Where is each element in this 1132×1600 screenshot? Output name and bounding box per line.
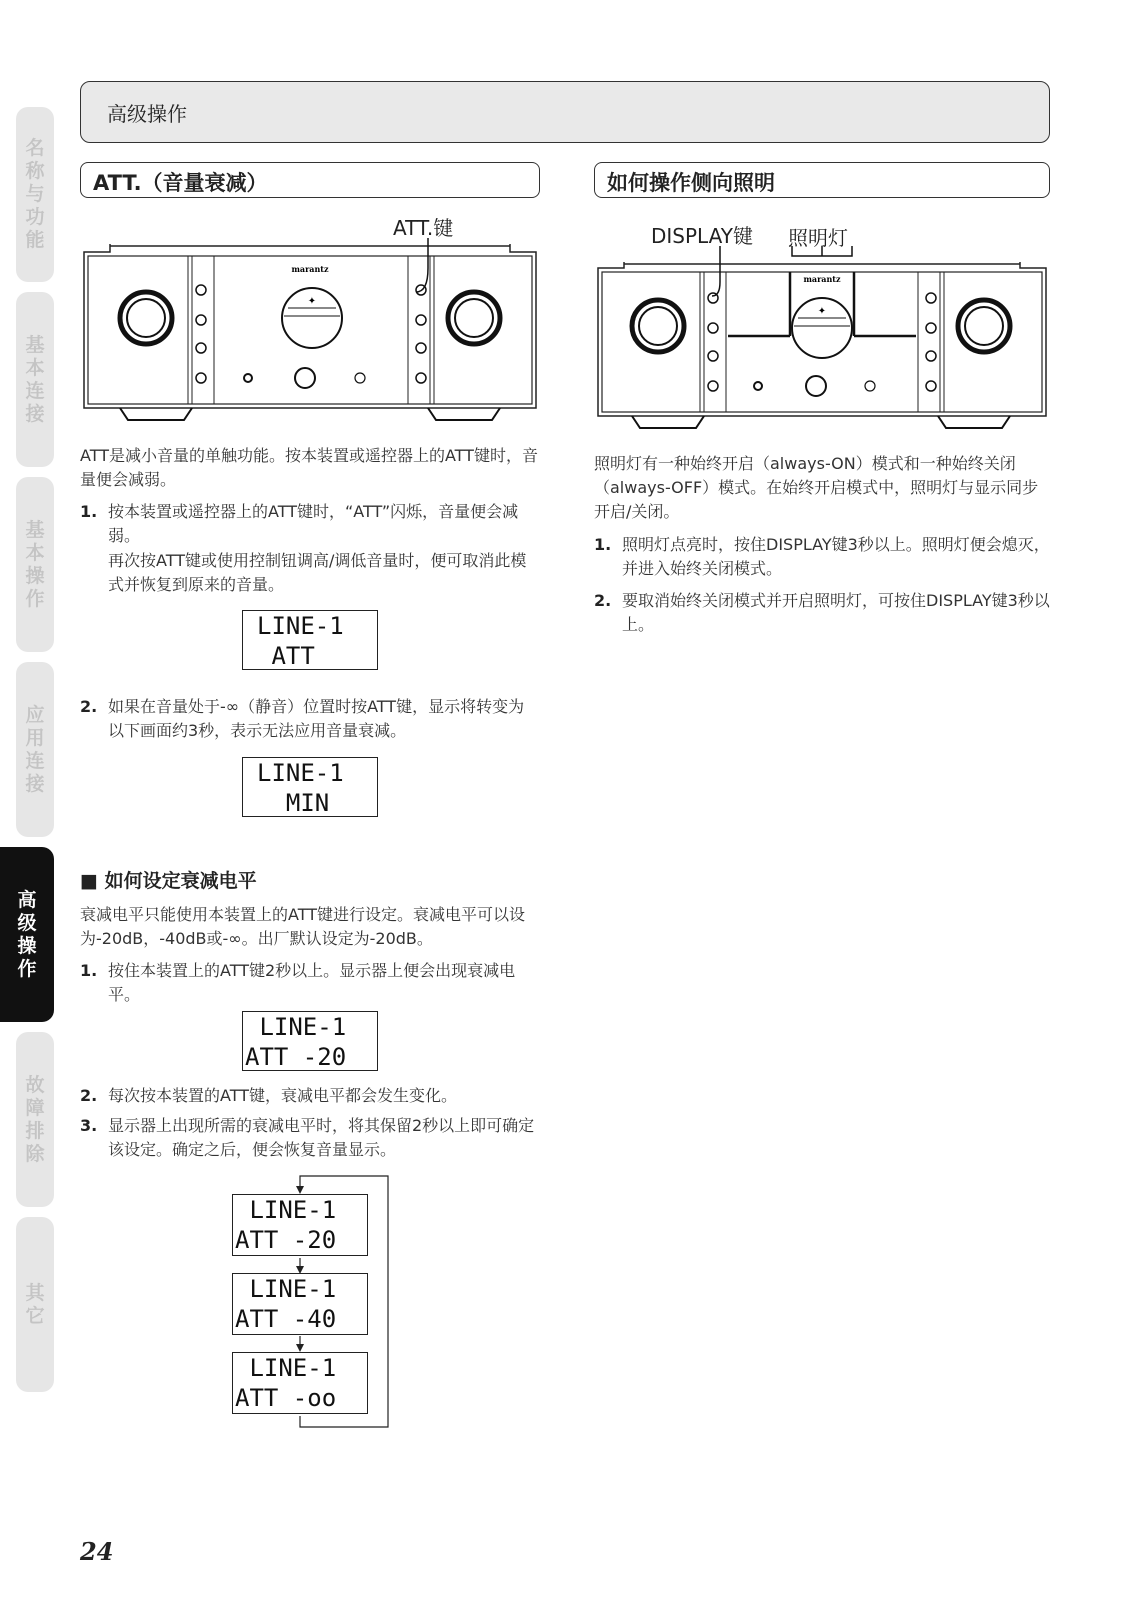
lcd-line: LINE-1	[235, 1196, 337, 1224]
lcd-line: LINE-1	[235, 1275, 337, 1303]
section-header-att	[80, 162, 540, 198]
attenuation-intro: 衰减电平只能使用本装置上的ATT键进行设定。衰减电平可以设为-20dB，-40dB或-∞。出厂默认设定为-20dB。	[80, 905, 525, 948]
side-tab-names-functions[interactable]	[16, 107, 54, 282]
step-number: 1.	[594, 535, 612, 554]
attenuation-step1-text: 按住本装置上的ATT键2秒以上。显示器上便会出现衰减电平。	[108, 961, 516, 1004]
step-number: 1.	[80, 502, 98, 521]
lighting-step2-text: 要取消始终关闭模式并开启照明灯，可按住DISPLAY键3秒以上。	[622, 591, 1050, 634]
side-tab-advanced-operation[interactable]	[0, 847, 54, 1022]
side-tab-basic-operation[interactable]	[16, 477, 54, 652]
step-number: 3.	[80, 1116, 98, 1135]
side-tab-label: 故障排除	[25, 1073, 45, 1165]
lcd-line: ATT -20	[235, 1226, 337, 1254]
step-number: 2.	[80, 1086, 98, 1105]
side-tab-others[interactable]	[16, 1217, 54, 1392]
page-header	[80, 81, 1050, 143]
attenuation-step3-text: 显示器上出现所需的衰减电平时，将其保留2秒以上即可确定该设定。确定之后，便会恢复音量显示。	[108, 1116, 535, 1159]
lcd-cycle-att-40	[232, 1273, 368, 1335]
display-key-callout: DISPLAY键	[651, 224, 754, 248]
svg-text:✦: ✦	[307, 296, 317, 307]
side-tab-label: 高级操作	[17, 888, 37, 980]
lcd-line: ATT -20	[245, 1043, 347, 1071]
section-title: ATT.（音量衰减）	[93, 171, 268, 195]
attenuation-step2-text: 每次按本装置的ATT键，衰减电平都会发生变化。	[108, 1086, 457, 1105]
lcd-line: ATT	[257, 642, 315, 670]
side-tab-label: 基本连接	[25, 333, 45, 425]
amplifier-front-panel-right	[594, 246, 1050, 436]
page-number: 24	[80, 1537, 114, 1566]
step-number: 1.	[80, 961, 98, 980]
att-step1-text: 按本装置或遥控器上的ATT键时，“ATT”闪烁，音量便会减弱。	[108, 502, 519, 545]
step-number: 2.	[80, 697, 98, 716]
subsection-title: ■ 如何设定衰减电平	[80, 870, 257, 892]
side-tab-troubleshooting[interactable]	[16, 1032, 54, 1207]
brand-logo: marantz	[291, 264, 329, 274]
lcd-display-min	[242, 757, 378, 817]
lcd-line: ATT -oo	[235, 1384, 337, 1412]
lighting-intro: 照明灯有一种始终开启（always-ON）模式和一种始终关闭（always-OFF）模式。在始终开启模式中，照明灯与显示同步开启/关闭。	[594, 454, 1039, 521]
att-intro: ATT是减小音量的单触功能。按本装置或遥控器上的ATT键时，音量便会减弱。	[80, 446, 538, 489]
svg-text:✦: ✦	[817, 306, 827, 317]
side-tab-basic-connection[interactable]	[16, 292, 54, 467]
lighting-step1-text: 照明灯点亮时，按住DISPLAY键3秒以上。照明灯便会熄灭，并进入始终关闭模式。	[622, 535, 1050, 578]
lcd-line: LINE-1	[245, 1013, 347, 1041]
section-header-side-lighting	[594, 162, 1050, 198]
side-tab-label: 基本操作	[25, 518, 45, 610]
brand-logo: marantz	[803, 274, 841, 284]
side-tab-label: 应用连接	[25, 703, 45, 795]
lcd-display-att-20	[242, 1011, 378, 1071]
step-number: 2.	[594, 591, 612, 610]
lcd-line: LINE-1	[257, 759, 344, 787]
side-tab-label: 名称与功能	[25, 137, 45, 251]
lcd-cycle-att-20	[232, 1194, 368, 1256]
att-step1-text2: 再次按ATT键或使用控制钮调高/调低音量时，便可取消此模式并恢复到原来的音量。	[108, 551, 527, 594]
lcd-line: ATT -40	[235, 1305, 337, 1333]
side-tab-advanced-connection[interactable]	[16, 662, 54, 837]
att-step2-text: 如果在音量处于-∞（静音）位置时按ATT键，显示将转变为以下画面约3秒，表示无法应用音量衰减。	[108, 697, 525, 740]
lcd-display-att	[242, 610, 378, 670]
section-title: 如何操作侧向照明	[607, 171, 775, 195]
lcd-cycle-att-inf	[232, 1352, 368, 1414]
page-title: 高级操作	[107, 102, 187, 126]
att-key-callout: ATT.键	[393, 216, 454, 240]
lcd-line: LINE-1	[257, 612, 344, 640]
lcd-line: MIN	[257, 789, 330, 817]
lcd-line: LINE-1	[235, 1354, 337, 1382]
illumination-callout: 照明灯	[788, 226, 848, 250]
amplifier-front-panel-left	[80, 238, 540, 428]
side-tab-label: 其它	[25, 1281, 45, 1327]
